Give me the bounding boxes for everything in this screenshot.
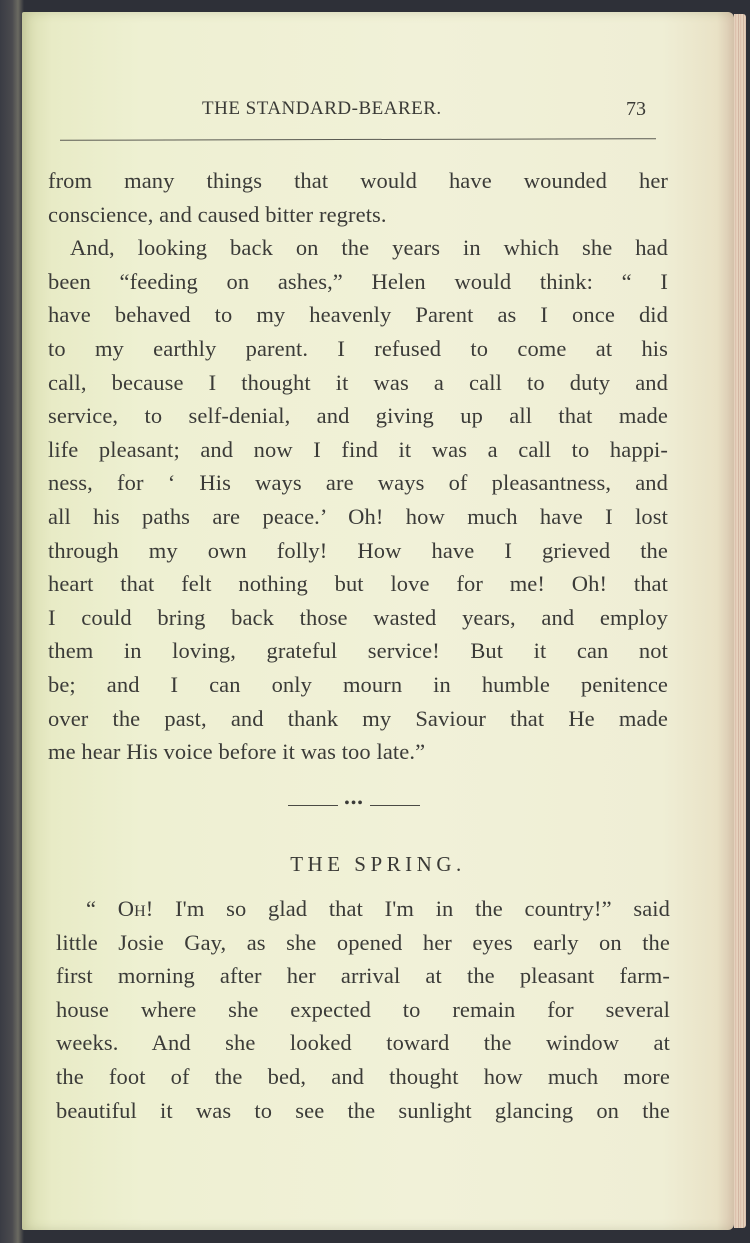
text-line: have behaved to my heavenly Parent as I once did <box>48 302 668 328</box>
text-line: heart that felt nothing but love for me! Oh! that <box>48 571 668 597</box>
text-line: me hear His voice before it was too late.” <box>48 739 426 765</box>
text-line: And, looking back on the years in which she had <box>70 235 668 261</box>
text-line: be; and I can only mourn in humble penitence <box>48 671 668 697</box>
text-line: little Josie Gay, as she opened her eyes early on the <box>56 929 670 955</box>
smallcaps-word: Oh <box>117 896 146 921</box>
text-line: first morning after her arrival at the pleasant farm- <box>56 963 670 989</box>
text-line: them in loving, grateful service! But it can not <box>48 638 668 664</box>
running-head <box>22 98 734 126</box>
page-number: 73 <box>626 98 646 120</box>
text-line-first <box>56 892 670 926</box>
text-line: been “feeding on ashes,” Helen would think: “ I <box>48 268 668 294</box>
text-line: from many things that would have wounded her <box>48 168 668 193</box>
text-line: weeks. And she looked toward the window at <box>56 1030 670 1056</box>
book-page <box>22 12 734 1230</box>
text-line: through my own folly! How have I grieved the <box>48 537 668 563</box>
text-line: the foot of the bed, and thought how much more <box>56 1063 670 1089</box>
text-line: ness, for ‘ His ways are ways of pleasantness, and <box>48 470 668 496</box>
first-line-rest: ! I'm so glad that I'm in the country!” said <box>145 896 670 921</box>
text-line: life pleasant; and now I find it was a call to happi- <box>48 436 668 462</box>
text-line: call, because I thought it was a call to duty and <box>48 369 668 395</box>
section-title: THE SPRING. <box>290 852 466 876</box>
text-line: all his paths are peace.’ Oh! how much have I lost <box>48 503 668 529</box>
opening-quote: “ <box>86 896 118 921</box>
text-line: to my earthly parent. I refused to come at his <box>48 335 668 361</box>
ornament-rule-right <box>370 805 420 806</box>
text-line: over the past, and thank my Saviour that He made <box>48 705 668 731</box>
text-line: house where she expected to remain for several <box>56 996 670 1022</box>
passage-2 <box>56 892 670 1127</box>
ornament-rule-left <box>288 805 338 806</box>
section-ornament <box>288 797 420 815</box>
header-rule <box>60 138 656 141</box>
ornament-dots: ••• <box>344 795 364 812</box>
text-line: conscience, and caused bitter regrets. <box>48 201 387 227</box>
page-edge <box>734 14 746 1228</box>
text-line: beautiful it was to see the sunlight glancing on the <box>56 1097 670 1123</box>
running-title: THE STANDARD-BEARER. <box>202 98 442 119</box>
text-line: service, to self-denial, and giving up all that made <box>48 403 668 429</box>
text-line: I could bring back those wasted years, and employ <box>48 604 668 630</box>
passage-1 <box>48 164 668 769</box>
